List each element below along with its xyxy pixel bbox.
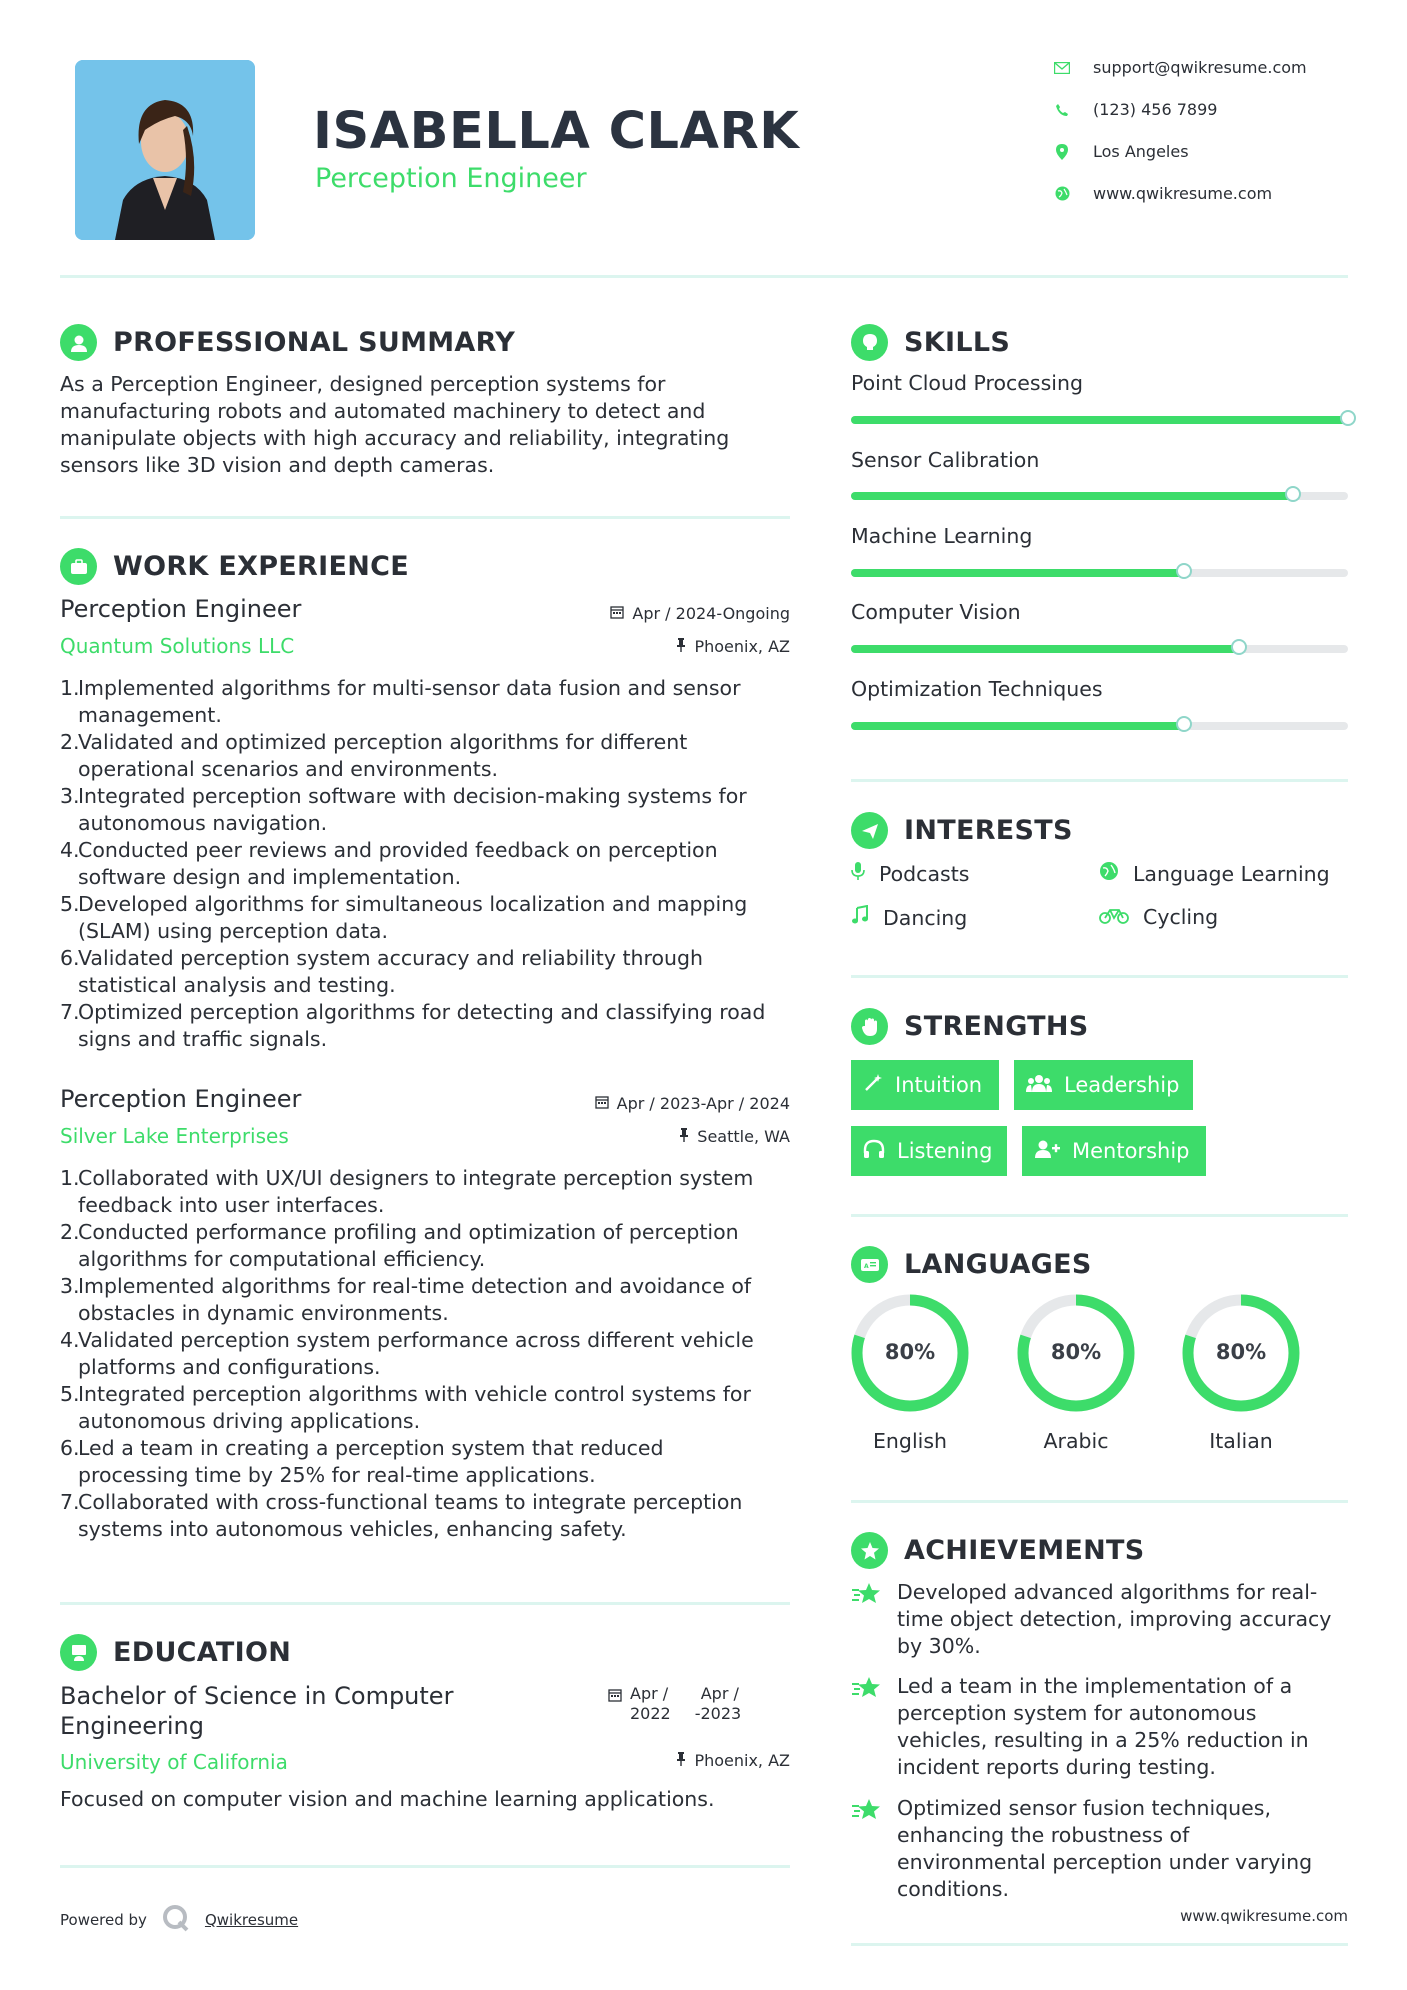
summary-line: As a Perception Engineer, designed perception systems for xyxy=(60,372,666,396)
language-ring xyxy=(1181,1293,1301,1413)
education-location-text: Phoenix, AZ xyxy=(694,1751,790,1770)
language-name: English xyxy=(872,1429,948,1453)
skill-bar xyxy=(851,722,1348,730)
map-pin-icon xyxy=(1053,143,1071,161)
section-divider xyxy=(851,1214,1348,1217)
company-name: Silver Lake Enterprises xyxy=(60,1124,289,1148)
contact-phone[interactable] xyxy=(1053,100,1217,119)
language-card-icon xyxy=(851,1246,888,1283)
list-item: Led a team in creating a perception system that reduced processing time by 25% for real-time applications. xyxy=(78,1436,664,1487)
strength-badge xyxy=(1022,1126,1206,1176)
interest-item xyxy=(1099,905,1218,929)
list-item: Validated perception system accuracy and reliability through statistical analysis and testing. xyxy=(78,946,704,997)
skill-bar-fill xyxy=(851,492,1293,500)
phone-text: (123) 456 7899 xyxy=(1093,100,1218,119)
achievement-line: Led a team in the implementation of a xyxy=(897,1674,1293,1698)
section-divider xyxy=(851,975,1348,978)
interest-item xyxy=(851,905,967,930)
job-location xyxy=(560,1127,790,1146)
education-title: EDUCATION xyxy=(113,1637,292,1668)
achievement-item xyxy=(851,1795,1351,1903)
job-dates xyxy=(560,604,790,623)
list-item: Integrated perception software with decision-making systems for autonomous navigation. xyxy=(78,784,747,835)
job-bullets xyxy=(60,1165,808,1543)
music-note-icon xyxy=(851,905,869,930)
languages-title: LANGUAGES xyxy=(904,1249,1092,1280)
list-item: Integrated perception algorithms with vehicle control systems for autonomous driving applications. xyxy=(78,1382,751,1433)
star-icon xyxy=(851,1579,883,1660)
achievement-item xyxy=(851,1673,1351,1781)
skill-bar xyxy=(851,645,1348,653)
website-text: www.qwikresume.com xyxy=(1093,184,1273,203)
strength-badge xyxy=(851,1060,999,1110)
skill-bar-fill xyxy=(851,416,1348,424)
job-dates xyxy=(540,1094,790,1113)
skill-bar-knob xyxy=(1176,716,1192,732)
users-icon xyxy=(1026,1073,1052,1098)
section-divider xyxy=(851,1500,1348,1503)
degree-line: Engineering xyxy=(60,1712,204,1740)
list-item: Collaborated with UX/UI designers to integrate perception system feedback into user interfaces. xyxy=(78,1166,754,1217)
calendar-icon xyxy=(595,1094,609,1113)
skill-bar xyxy=(851,492,1348,500)
contact-location xyxy=(1053,142,1189,161)
skill-bar-knob xyxy=(1231,639,1247,655)
user-plus-icon xyxy=(1034,1139,1060,1164)
interest-item xyxy=(851,861,969,886)
lightbulb-icon xyxy=(851,324,888,361)
skill-label: Computer Vision xyxy=(851,600,1021,624)
achievements-title: ACHIEVEMENTS xyxy=(904,1535,1145,1566)
summary-line: manufacturing robots and automated machinery to detect and xyxy=(60,399,706,423)
job-title: Perception Engineer xyxy=(60,595,302,623)
profile-photo xyxy=(75,60,255,240)
languages-heading xyxy=(851,1246,1092,1283)
job-dates-text: Apr / 2023-Apr / 2024 xyxy=(616,1094,790,1113)
education-end: Apr / - 2023 xyxy=(694,1684,742,1723)
list-item: Conducted performance profiling and optimization of perception algorithms for computational efficiency. xyxy=(78,1220,739,1271)
interest-label: Podcasts xyxy=(879,861,970,886)
list-item: Validated perception system performance across different vehicle platforms and configurations. xyxy=(78,1328,754,1379)
footer-website[interactable]: www.qwikresume.com xyxy=(1180,1907,1348,1925)
contact-website[interactable] xyxy=(1053,184,1272,203)
job-title: Perception Engineer xyxy=(60,1085,302,1113)
education-heading xyxy=(60,1634,291,1671)
job-location-text: Seattle, WA xyxy=(697,1127,790,1146)
language-ring xyxy=(850,1293,970,1413)
achievement-line: Optimized sensor fusion techniques, xyxy=(897,1796,1271,1820)
summary-line: manipulate objects with high accuracy and reliability, integrating xyxy=(60,426,730,450)
hand-icon xyxy=(851,1008,888,1045)
globe-icon xyxy=(1099,861,1119,886)
list-item: Developed algorithms for simultaneous localization and mapping (SLAM) using perception data. xyxy=(78,892,748,943)
achievement-line: vehicles, resulting in a 25% reduction in xyxy=(897,1728,1309,1752)
bicycle-icon xyxy=(1099,905,1129,929)
skill-bar-fill xyxy=(851,569,1184,577)
section-divider xyxy=(851,779,1348,782)
section-divider xyxy=(60,516,790,519)
strength-label: Leadership xyxy=(1064,1073,1180,1097)
strength-badge xyxy=(851,1126,1007,1176)
section-divider xyxy=(60,1865,790,1868)
education-dates xyxy=(608,1684,741,1724)
strength-label: Intuition xyxy=(895,1073,983,1097)
microphone-icon xyxy=(851,861,865,886)
achievement-line: conditions. xyxy=(897,1877,1009,1901)
job-location xyxy=(560,637,790,656)
interests-title: INTERESTS xyxy=(904,815,1073,846)
interest-label: Cycling xyxy=(1143,905,1219,929)
candidate-role: Perception Engineer xyxy=(315,163,587,194)
star-icon xyxy=(851,1795,883,1903)
interests-heading xyxy=(851,812,1073,849)
language-name: Italian xyxy=(1209,1429,1273,1453)
headphones-icon xyxy=(863,1139,885,1164)
skill-bar-knob xyxy=(1340,410,1356,426)
strengths-heading xyxy=(851,1008,1089,1045)
location-text: Los Angeles xyxy=(1093,142,1189,161)
section-divider xyxy=(851,1943,1348,1946)
list-item: Implemented algorithms for real-time detection and avoidance of obstacles in dynamic environments. xyxy=(78,1274,752,1325)
globe-icon xyxy=(1053,185,1071,203)
summary-text xyxy=(60,371,790,479)
email-text: support@qwikresume.com xyxy=(1093,58,1307,77)
graduation-icon xyxy=(60,1634,97,1671)
skill-bar xyxy=(851,569,1348,577)
svg-text:A: A xyxy=(863,1262,869,1270)
interest-label: Dancing xyxy=(883,905,968,930)
skill-label: Point Cloud Processing xyxy=(851,371,1083,395)
skill-bar-fill xyxy=(851,645,1239,653)
work-heading xyxy=(60,548,409,585)
work-title: WORK EXPERIENCE xyxy=(113,551,409,582)
degree xyxy=(60,1681,453,1741)
language-name: Arabic xyxy=(1043,1429,1109,1453)
strength-label: Mentorship xyxy=(1072,1139,1190,1163)
achievement-line: environmental perception under varying xyxy=(897,1850,1313,1874)
achievements-heading xyxy=(851,1532,1145,1569)
skill-label: Machine Learning xyxy=(851,524,1033,548)
education-location xyxy=(560,1751,790,1770)
skill-bar-knob xyxy=(1285,486,1301,502)
skills-heading xyxy=(851,324,1010,361)
phone-icon xyxy=(1053,101,1071,119)
interest-label: Language Learning xyxy=(1133,861,1330,886)
calendar-icon xyxy=(610,604,624,623)
achievement-line: time object detection, improving accuracy xyxy=(897,1607,1332,1631)
briefcase-icon xyxy=(60,548,97,585)
skill-bar-fill xyxy=(851,722,1184,730)
header-divider xyxy=(60,275,1348,278)
achievement-line: Developed advanced algorithms for real- xyxy=(897,1580,1318,1604)
list-item: Conducted peer reviews and provided feedback on perception software design and implementation. xyxy=(78,838,718,889)
pin-icon xyxy=(676,637,686,656)
user-icon xyxy=(60,324,97,361)
achievement-line: perception system for autonomous xyxy=(897,1701,1257,1725)
skills-title: SKILLS xyxy=(904,327,1011,358)
skill-label: Optimization Techniques xyxy=(851,677,1103,701)
skill-bar xyxy=(851,416,1348,424)
strength-label: Listening xyxy=(897,1139,993,1163)
paper-plane-icon xyxy=(851,812,888,849)
magic-wand-icon xyxy=(863,1073,883,1098)
powered-by xyxy=(60,1904,298,1936)
qwikresume-link[interactable]: Qwikresume xyxy=(204,1911,299,1929)
list-item: Validated and optimized perception algorithms for different operational scenarios and environments. xyxy=(78,730,688,781)
calendar-icon xyxy=(608,1684,622,1724)
language-ring xyxy=(1016,1293,1136,1413)
achievement-line: incident reports during testing. xyxy=(897,1755,1216,1779)
language-percent: 80% xyxy=(1050,1340,1102,1364)
job-bullets xyxy=(60,675,808,1053)
qwikresume-logo-icon xyxy=(161,1904,191,1936)
achievement-item xyxy=(851,1579,1351,1660)
candidate-name: ISABELLA CLARK xyxy=(313,102,800,161)
job-dates-text: Apr / 2024-Ongoing xyxy=(632,604,790,623)
summary-heading xyxy=(60,324,515,361)
contact-email[interactable] xyxy=(1053,58,1307,77)
education-start: Apr / 2022 xyxy=(630,1684,671,1723)
list-item: Optimized perception algorithms for detecting and classifying road signs and traffic signals. xyxy=(78,1000,766,1051)
school-name: University of California xyxy=(60,1750,288,1774)
degree-line: Bachelor of Science in Computer xyxy=(60,1682,454,1710)
company-name: Quantum Solutions LLC xyxy=(60,634,295,658)
list-item: Collaborated with cross-functional teams to integrate perception systems into autonomous vehicles, enhancing safety. xyxy=(78,1490,743,1541)
pin-icon xyxy=(679,1127,689,1146)
section-divider xyxy=(60,1602,790,1605)
achievement-line: by 30%. xyxy=(897,1634,981,1658)
language-percent: 80% xyxy=(1215,1340,1267,1364)
interest-item xyxy=(1099,861,1330,886)
language-percent: 80% xyxy=(884,1340,936,1364)
star-icon xyxy=(851,1673,883,1781)
education-description: Focused on computer vision and machine learning applications. xyxy=(60,1787,715,1811)
skill-label: Sensor Calibration xyxy=(851,448,1040,472)
powered-by-label: Powered by xyxy=(60,1911,147,1929)
job-location-text: Phoenix, AZ xyxy=(694,637,790,656)
star-badge-icon xyxy=(851,1532,888,1569)
summary-line: sensors like 3D vision and depth cameras. xyxy=(60,453,495,477)
list-item: Implemented algorithms for multi-sensor data fusion and sensor management. xyxy=(78,676,741,727)
strength-badge xyxy=(1014,1060,1193,1110)
envelope-icon xyxy=(1053,59,1071,77)
pin-icon xyxy=(676,1751,686,1770)
strengths-title: STRENGTHS xyxy=(904,1011,1089,1042)
achievement-line: enhancing the robustness of xyxy=(897,1823,1190,1847)
summary-title: PROFESSIONAL SUMMARY xyxy=(113,327,516,358)
skill-bar-knob xyxy=(1176,563,1192,579)
